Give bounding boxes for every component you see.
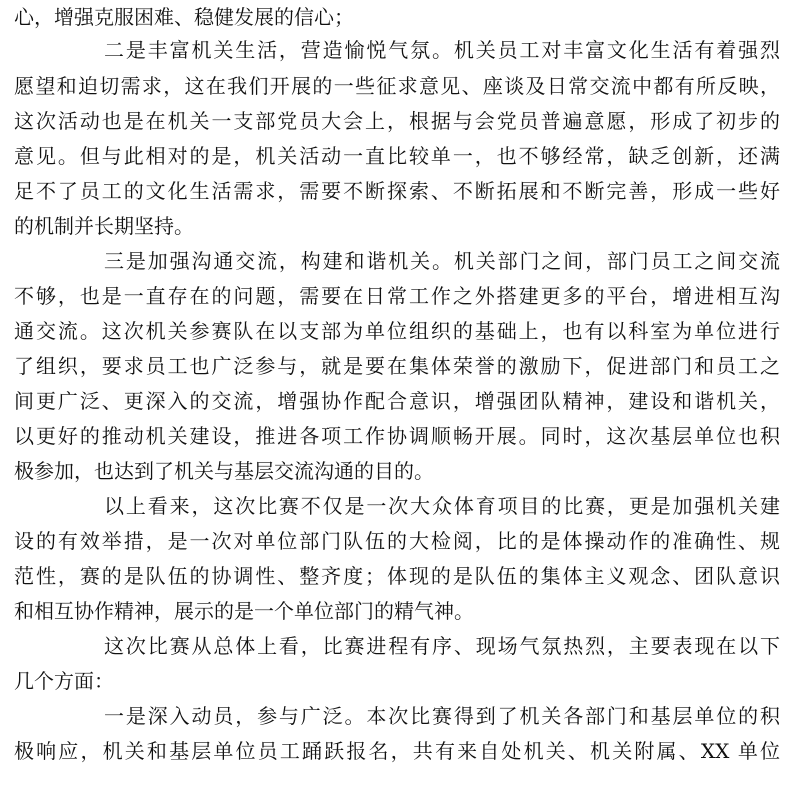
text-line: 这次活动也是在机关一支部党员大会上，根据与会党员普遍意愿，形成了初步的 xyxy=(14,109,780,133)
text-line: 通交流。这次机关参赛队在以支部为单位组织的基础上，也有以科室为单位进行 xyxy=(14,319,780,343)
text-line: 不够，也是一直存在的问题，需要在日常工作之外搭建更多的平台，增进相互沟 xyxy=(14,284,780,308)
text-line: 间更广泛、更深入的交流，增强协作配合意识，增强团队精神，建设和谐机关， xyxy=(14,389,780,413)
text-line: 一是深入动员，参与广泛。本次比赛得到了机关各部门和基层单位的积 xyxy=(104,704,780,728)
text-line: 几个方面： xyxy=(14,669,114,693)
text-line: 以更好的推动机关建设，推进各项工作协调顺畅开展。同时，这次基层单位也积 xyxy=(14,424,780,448)
text-line: 足不了员工的文化生活需求，需要不断探索、不断拓展和不断完善，形成一些好 xyxy=(14,179,780,203)
text-line: 了组织，要求员工也广泛参与，就是要在集体荣誉的激励下，促进部门和员工之 xyxy=(14,354,780,378)
text-line: 愿望和迫切需求，这在我们开展的一些征求意见、座谈及日常交流中都有所反映， xyxy=(14,74,780,98)
text-line: 意见。但与此相对的是，机关活动一直比较单一，也不够经常，缺乏创新，还满 xyxy=(14,144,780,168)
text-line: 极参加，也达到了机关与基层交流沟通的目的。 xyxy=(14,459,434,483)
text-line: 这次比赛从总体上看，比赛进程有序、现场气氛热烈，主要表现在以下 xyxy=(104,634,780,658)
text-line: 和相互协作精神，展示的是一个单位部门的精气神。 xyxy=(14,599,474,623)
text-line: 二是丰富机关生活，营造愉悦气氛。机关员工对丰富文化生活有着强烈 xyxy=(104,38,780,62)
text-line: 极响应，机关和基层单位员工踊跃报名，共有来自处机关、机关附属、XX 单位 xyxy=(14,739,780,763)
text-line: 三是加强沟通交流，构建和谐机关。机关部门之间，部门员工之间交流 xyxy=(104,249,780,273)
text-line: 以上看来，这次比赛不仅是一次大众体育项目的比赛，更是加强机关建 xyxy=(104,494,780,518)
text-line: 心，增强克服困难、稳健发展的信心； xyxy=(14,5,354,29)
text-line: 范性，赛的是队伍的协调性、整齐度；体现的是队伍的集体主义观念、团队意识 xyxy=(14,564,780,588)
text-line: 的机制并长期坚持。 xyxy=(14,214,194,238)
text-line: 设的有效举措，是一次对单位部门队伍的大检阅，比的是体操动作的准确性、规 xyxy=(14,529,780,553)
